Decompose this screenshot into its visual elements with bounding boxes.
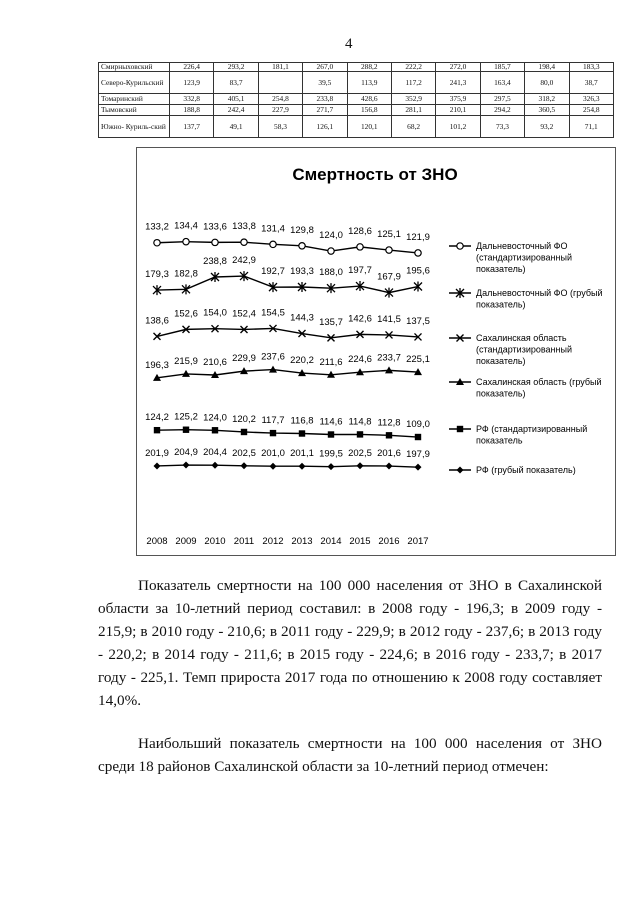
value-cell: 80,0 xyxy=(525,72,569,94)
data-label: 242,9 xyxy=(232,255,256,267)
data-label: 116,8 xyxy=(290,415,314,427)
value-cell: 123,9 xyxy=(170,72,214,94)
district-name-cell: Смирныховский xyxy=(99,63,170,72)
data-label: 133,6 xyxy=(203,221,227,233)
value-cell: 352,9 xyxy=(391,94,435,105)
value-cell: 185,7 xyxy=(480,63,524,72)
data-point-square xyxy=(270,430,276,436)
data-label: 238,8 xyxy=(203,256,227,268)
data-point-circle xyxy=(299,243,305,249)
legend-label: РФ (стандартизированный xyxy=(476,424,588,434)
data-label: 120,2 xyxy=(232,413,256,425)
mortality-chart xyxy=(136,147,616,556)
data-label: 220,2 xyxy=(290,355,314,367)
data-label: 152,6 xyxy=(174,308,198,320)
data-label: 211,6 xyxy=(319,356,343,368)
data-label: 202,5 xyxy=(232,447,256,459)
value-cell: 360,5 xyxy=(525,105,569,116)
value-cell: 271,7 xyxy=(303,105,347,116)
data-label: 204,4 xyxy=(203,447,227,459)
value-cell: 163,4 xyxy=(480,72,524,94)
data-point-square xyxy=(328,431,334,437)
value-cell: 188,8 xyxy=(170,105,214,116)
value-cell: 113,9 xyxy=(347,72,391,94)
value-cell: 233,8 xyxy=(303,94,347,105)
legend-label: Сахалинская область xyxy=(476,333,567,343)
x-tick-label: 2017 xyxy=(407,536,429,547)
data-point-circle xyxy=(154,240,160,246)
data-point-diamond xyxy=(241,462,248,469)
data-point-diamond xyxy=(299,463,306,470)
data-label: 179,3 xyxy=(145,269,169,281)
data-label: 131,4 xyxy=(261,223,285,235)
legend-label: показатель xyxy=(476,435,523,446)
data-label: 197,9 xyxy=(406,449,430,461)
data-label: 137,5 xyxy=(406,315,430,327)
x-tick-label: 2011 xyxy=(233,536,255,547)
chart-title: Смертность от ЗНО xyxy=(292,165,458,184)
data-label: 196,3 xyxy=(145,359,169,371)
data-label: 128,6 xyxy=(348,225,372,237)
value-cell: 71,1 xyxy=(569,116,613,138)
value-cell: 318,2 xyxy=(525,94,569,105)
value-cell: 227,9 xyxy=(258,105,302,116)
value-cell: 120,1 xyxy=(347,116,391,138)
district-name-cell: Тымовский xyxy=(99,105,170,116)
value-cell: 288,2 xyxy=(347,63,391,72)
data-label: 124,0 xyxy=(319,230,343,242)
data-point-diamond xyxy=(212,462,219,469)
data-label: 199,5 xyxy=(319,448,343,460)
data-label: 124,0 xyxy=(203,412,227,424)
legend-label: показатель) xyxy=(476,264,526,274)
chart-svg xyxy=(137,148,615,555)
district-name-cell: Южно- Куриль-ский xyxy=(99,116,170,138)
data-label: 129,8 xyxy=(290,224,314,236)
data-point-square xyxy=(212,427,218,433)
value-cell: 375,9 xyxy=(436,94,480,105)
value-cell: 293,2 xyxy=(214,63,258,72)
data-point-diamond xyxy=(183,462,190,469)
data-label: 188,0 xyxy=(319,267,343,279)
legend-label: РФ (грубый показатель) xyxy=(476,465,576,475)
data-point-square xyxy=(386,432,392,438)
data-label: 192,7 xyxy=(261,266,285,278)
data-label: 237,6 xyxy=(261,351,285,363)
data-label: 109,0 xyxy=(406,419,430,431)
legend-label: Сахалинская область (грубый xyxy=(476,377,602,387)
x-tick-label: 2014 xyxy=(320,536,342,547)
data-point-diamond xyxy=(154,462,161,469)
value-cell: 198,4 xyxy=(525,63,569,72)
page-number: 4 xyxy=(345,36,353,52)
data-label: 193,3 xyxy=(290,266,314,278)
legend-label: показатель) xyxy=(476,299,526,310)
data-label: 133,2 xyxy=(145,221,169,233)
data-label: 201,1 xyxy=(290,448,314,460)
x-tick-label: 2015 xyxy=(349,536,371,547)
district-name-cell: Томаринский xyxy=(99,94,170,105)
data-label: 141,5 xyxy=(377,313,401,325)
data-label: 133,8 xyxy=(232,221,256,233)
data-point-circle xyxy=(183,238,189,244)
data-label: 204,9 xyxy=(174,447,198,459)
data-label: 154,0 xyxy=(203,307,227,319)
value-cell: 73,3 xyxy=(480,116,524,138)
data-point-circle xyxy=(328,248,334,254)
table-row xyxy=(99,116,614,138)
data-label: 138,6 xyxy=(145,315,169,327)
legend-marker-square xyxy=(457,426,463,432)
legend-label: показатель) xyxy=(476,388,526,399)
data-point-diamond xyxy=(415,464,422,471)
data-point-diamond xyxy=(386,463,393,470)
data-point-square xyxy=(357,431,363,437)
legend-label: (стандартизированный xyxy=(476,252,572,263)
x-tick-label: 2010 xyxy=(204,536,226,547)
district-name-cell: Северо-Курильский xyxy=(99,72,170,94)
x-tick-label: 2012 xyxy=(262,536,284,547)
data-label: 142,6 xyxy=(348,313,372,325)
data-point-square xyxy=(154,427,160,433)
value-cell: 210,1 xyxy=(436,105,480,116)
value-cell: 117,2 xyxy=(391,72,435,94)
table-row xyxy=(99,72,614,94)
legend-label: Дальневосточный ФО xyxy=(476,241,568,251)
data-point-circle xyxy=(415,250,421,256)
series-line-4 xyxy=(157,370,418,378)
data-label: 201,9 xyxy=(145,447,169,459)
data-label: 114,6 xyxy=(319,416,343,428)
data-point-diamond xyxy=(270,463,277,470)
data-point-diamond xyxy=(328,463,335,470)
data-label: 135,7 xyxy=(319,316,343,328)
series-line-5 xyxy=(157,430,418,437)
value-cell: 297,5 xyxy=(480,94,524,105)
data-label: 182,8 xyxy=(174,268,198,280)
value-cell: 272,0 xyxy=(436,63,480,72)
value-cell: 254,8 xyxy=(569,105,613,116)
value-cell: 332,8 xyxy=(170,94,214,105)
x-tick-label: 2016 xyxy=(378,536,400,547)
value-cell: 254,8 xyxy=(258,94,302,105)
paragraph-mortality-summary: Показатель смертности на 100 000 населения от ЗНО в Сахалинской области за 10-летний период составил: в 2008 году - 196,3; в 2009 году - 215,9; в 2010 году - 210,6; в 2011 году - 229,9; в 2012 году - 237,6; в 2013 году - 220,2; в 2014 году - 211,6; в 2015 году - 224,6; в 2016 году - 233,7; в 2017 году - 225,1. Темп прироста 2017 года по отношению к 2008 году составляет 14,0%. xyxy=(98,577,602,709)
value-cell: 58,3 xyxy=(258,116,302,138)
value-cell xyxy=(258,72,302,94)
data-point-circle xyxy=(241,239,247,245)
data-label: 121,9 xyxy=(406,231,430,243)
data-point-circle xyxy=(212,239,218,245)
series-line-6 xyxy=(157,465,418,467)
legend-marker-circle xyxy=(457,243,463,249)
data-label: 224,6 xyxy=(348,354,372,366)
data-point-diamond xyxy=(357,462,364,469)
data-label: 144,3 xyxy=(290,312,314,324)
value-cell: 126,1 xyxy=(303,116,347,138)
x-tick-label: 2008 xyxy=(146,536,168,547)
data-label: 225,1 xyxy=(406,354,430,366)
value-cell: 242,4 xyxy=(214,105,258,116)
value-cell: 222,2 xyxy=(391,63,435,72)
data-label: 124,2 xyxy=(145,412,169,424)
data-point-square xyxy=(415,434,421,440)
value-cell: 137,7 xyxy=(170,116,214,138)
data-label: 201,0 xyxy=(261,448,285,460)
table-row xyxy=(99,94,614,105)
value-cell: 326,3 xyxy=(569,94,613,105)
value-cell: 38,7 xyxy=(569,72,613,94)
data-point-square xyxy=(241,429,247,435)
series-line-3 xyxy=(157,328,418,337)
data-label: 197,7 xyxy=(348,265,372,277)
legend-marker-diamond xyxy=(457,467,464,474)
data-label: 125,2 xyxy=(174,411,198,423)
legend-label: Дальневосточный ФО (грубый xyxy=(476,288,603,298)
paragraph-districts-intro: Наибольший показатель смертности на 100 000 населения от ЗНО среди 18 районов Сахалинской области за 10-летний период отмечен: xyxy=(98,735,602,775)
data-label: 202,5 xyxy=(348,447,372,459)
data-label: 152,4 xyxy=(232,308,256,320)
table-row xyxy=(99,105,614,116)
value-cell: 39,5 xyxy=(303,72,347,94)
table-row xyxy=(99,63,614,72)
series-line-1 xyxy=(157,242,418,253)
value-cell: 93,2 xyxy=(525,116,569,138)
data-label: 154,5 xyxy=(261,307,285,319)
value-cell: 181,1 xyxy=(258,63,302,72)
data-point-square xyxy=(183,427,189,433)
data-label: 117,7 xyxy=(261,415,285,427)
value-cell: 405,1 xyxy=(214,94,258,105)
legend-label: показатель) xyxy=(476,356,526,366)
data-label: 134,4 xyxy=(174,220,198,232)
x-tick-label: 2009 xyxy=(175,536,197,547)
value-cell: 428,6 xyxy=(347,94,391,105)
data-point-circle xyxy=(386,247,392,253)
value-cell: 156,8 xyxy=(347,105,391,116)
data-label: 112,8 xyxy=(377,417,401,429)
value-cell: 241,3 xyxy=(436,72,480,94)
data-point-square xyxy=(299,430,305,436)
value-cell: 183,3 xyxy=(569,63,613,72)
data-label: 210,6 xyxy=(203,356,227,368)
data-label: 125,1 xyxy=(377,229,401,241)
x-tick-label: 2013 xyxy=(291,536,313,547)
data-label: 201,6 xyxy=(377,448,401,460)
district-mortality-table xyxy=(98,62,614,138)
data-label: 233,7 xyxy=(377,352,401,364)
value-cell: 294,2 xyxy=(480,105,524,116)
value-cell: 281,1 xyxy=(391,105,435,116)
value-cell: 226,4 xyxy=(170,63,214,72)
value-cell: 267,0 xyxy=(303,63,347,72)
value-cell: 68,2 xyxy=(391,116,435,138)
value-cell: 49,1 xyxy=(214,116,258,138)
data-label: 167,9 xyxy=(377,271,401,283)
data-label: 195,6 xyxy=(406,265,430,277)
data-point-circle xyxy=(270,241,276,247)
value-cell: 83,7 xyxy=(214,72,258,94)
data-label: 215,9 xyxy=(174,355,198,367)
data-point-circle xyxy=(357,244,363,250)
legend-label: (стандартизированный xyxy=(476,344,572,355)
data-label: 229,9 xyxy=(232,353,256,365)
value-cell: 101,2 xyxy=(436,116,480,138)
data-label: 114,8 xyxy=(348,416,372,428)
